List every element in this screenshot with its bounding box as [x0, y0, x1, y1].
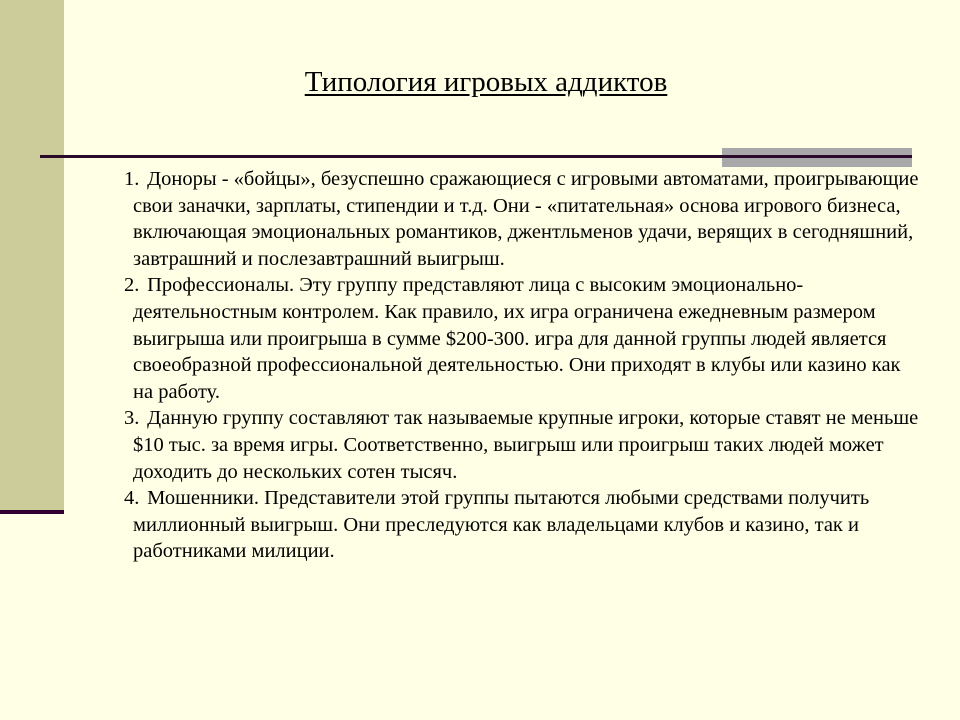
left-decor-bar: [0, 510, 64, 514]
typology-list: [124, 166, 924, 565]
title-divider: [40, 155, 912, 158]
item-text: Профессионалы. Эту группу представляют лица с высоким эмоционально-деятельностным контролем. Как правило, их игра ограничена ежедневным размером выигрыша или проигрыша в сумме $200-300. игра для данной группы людей является своеобразной профессиональной деятельностью. Они приходят в клубы или казино как на работу.: [133, 274, 901, 403]
list-item: [124, 405, 924, 485]
item-number: 4.: [124, 487, 140, 510]
slide-title: Типология игровых аддиктов: [304, 66, 668, 98]
list-item: [124, 166, 924, 272]
item-number: 2.: [124, 274, 140, 297]
list-item: [124, 272, 924, 405]
item-number: 1.: [124, 168, 140, 190]
item-text: Доноры - «бойцы», безуспешно сражающиеся с игровыми автоматами, проигрывающие свои заначки, зарплаты, стипендии и т.д. Они - «питательная» основа игрового бизнеса, включающая эмоциональных романтиков, джентльменов удачи, верящих в сегодняшний, завтрашний и послезавтрашний выигрыш.: [133, 168, 919, 270]
item-text: Мошенники. Представители этой группы пытаются любыми средствами получить миллионный выигрыш. Они преследуются как владельцами клубов и казино, так и работниками милиции.: [133, 487, 870, 563]
list-item: [124, 485, 924, 565]
item-number: 3.: [124, 407, 140, 430]
item-text: Данную группу составляют так называемые крупные игроки, которые ставят не меньше $10 тыс. за время игры. Соответственно, выигрыш или проигрыш таких людей может доходить до нескольких сотен тысяч.: [133, 407, 919, 483]
